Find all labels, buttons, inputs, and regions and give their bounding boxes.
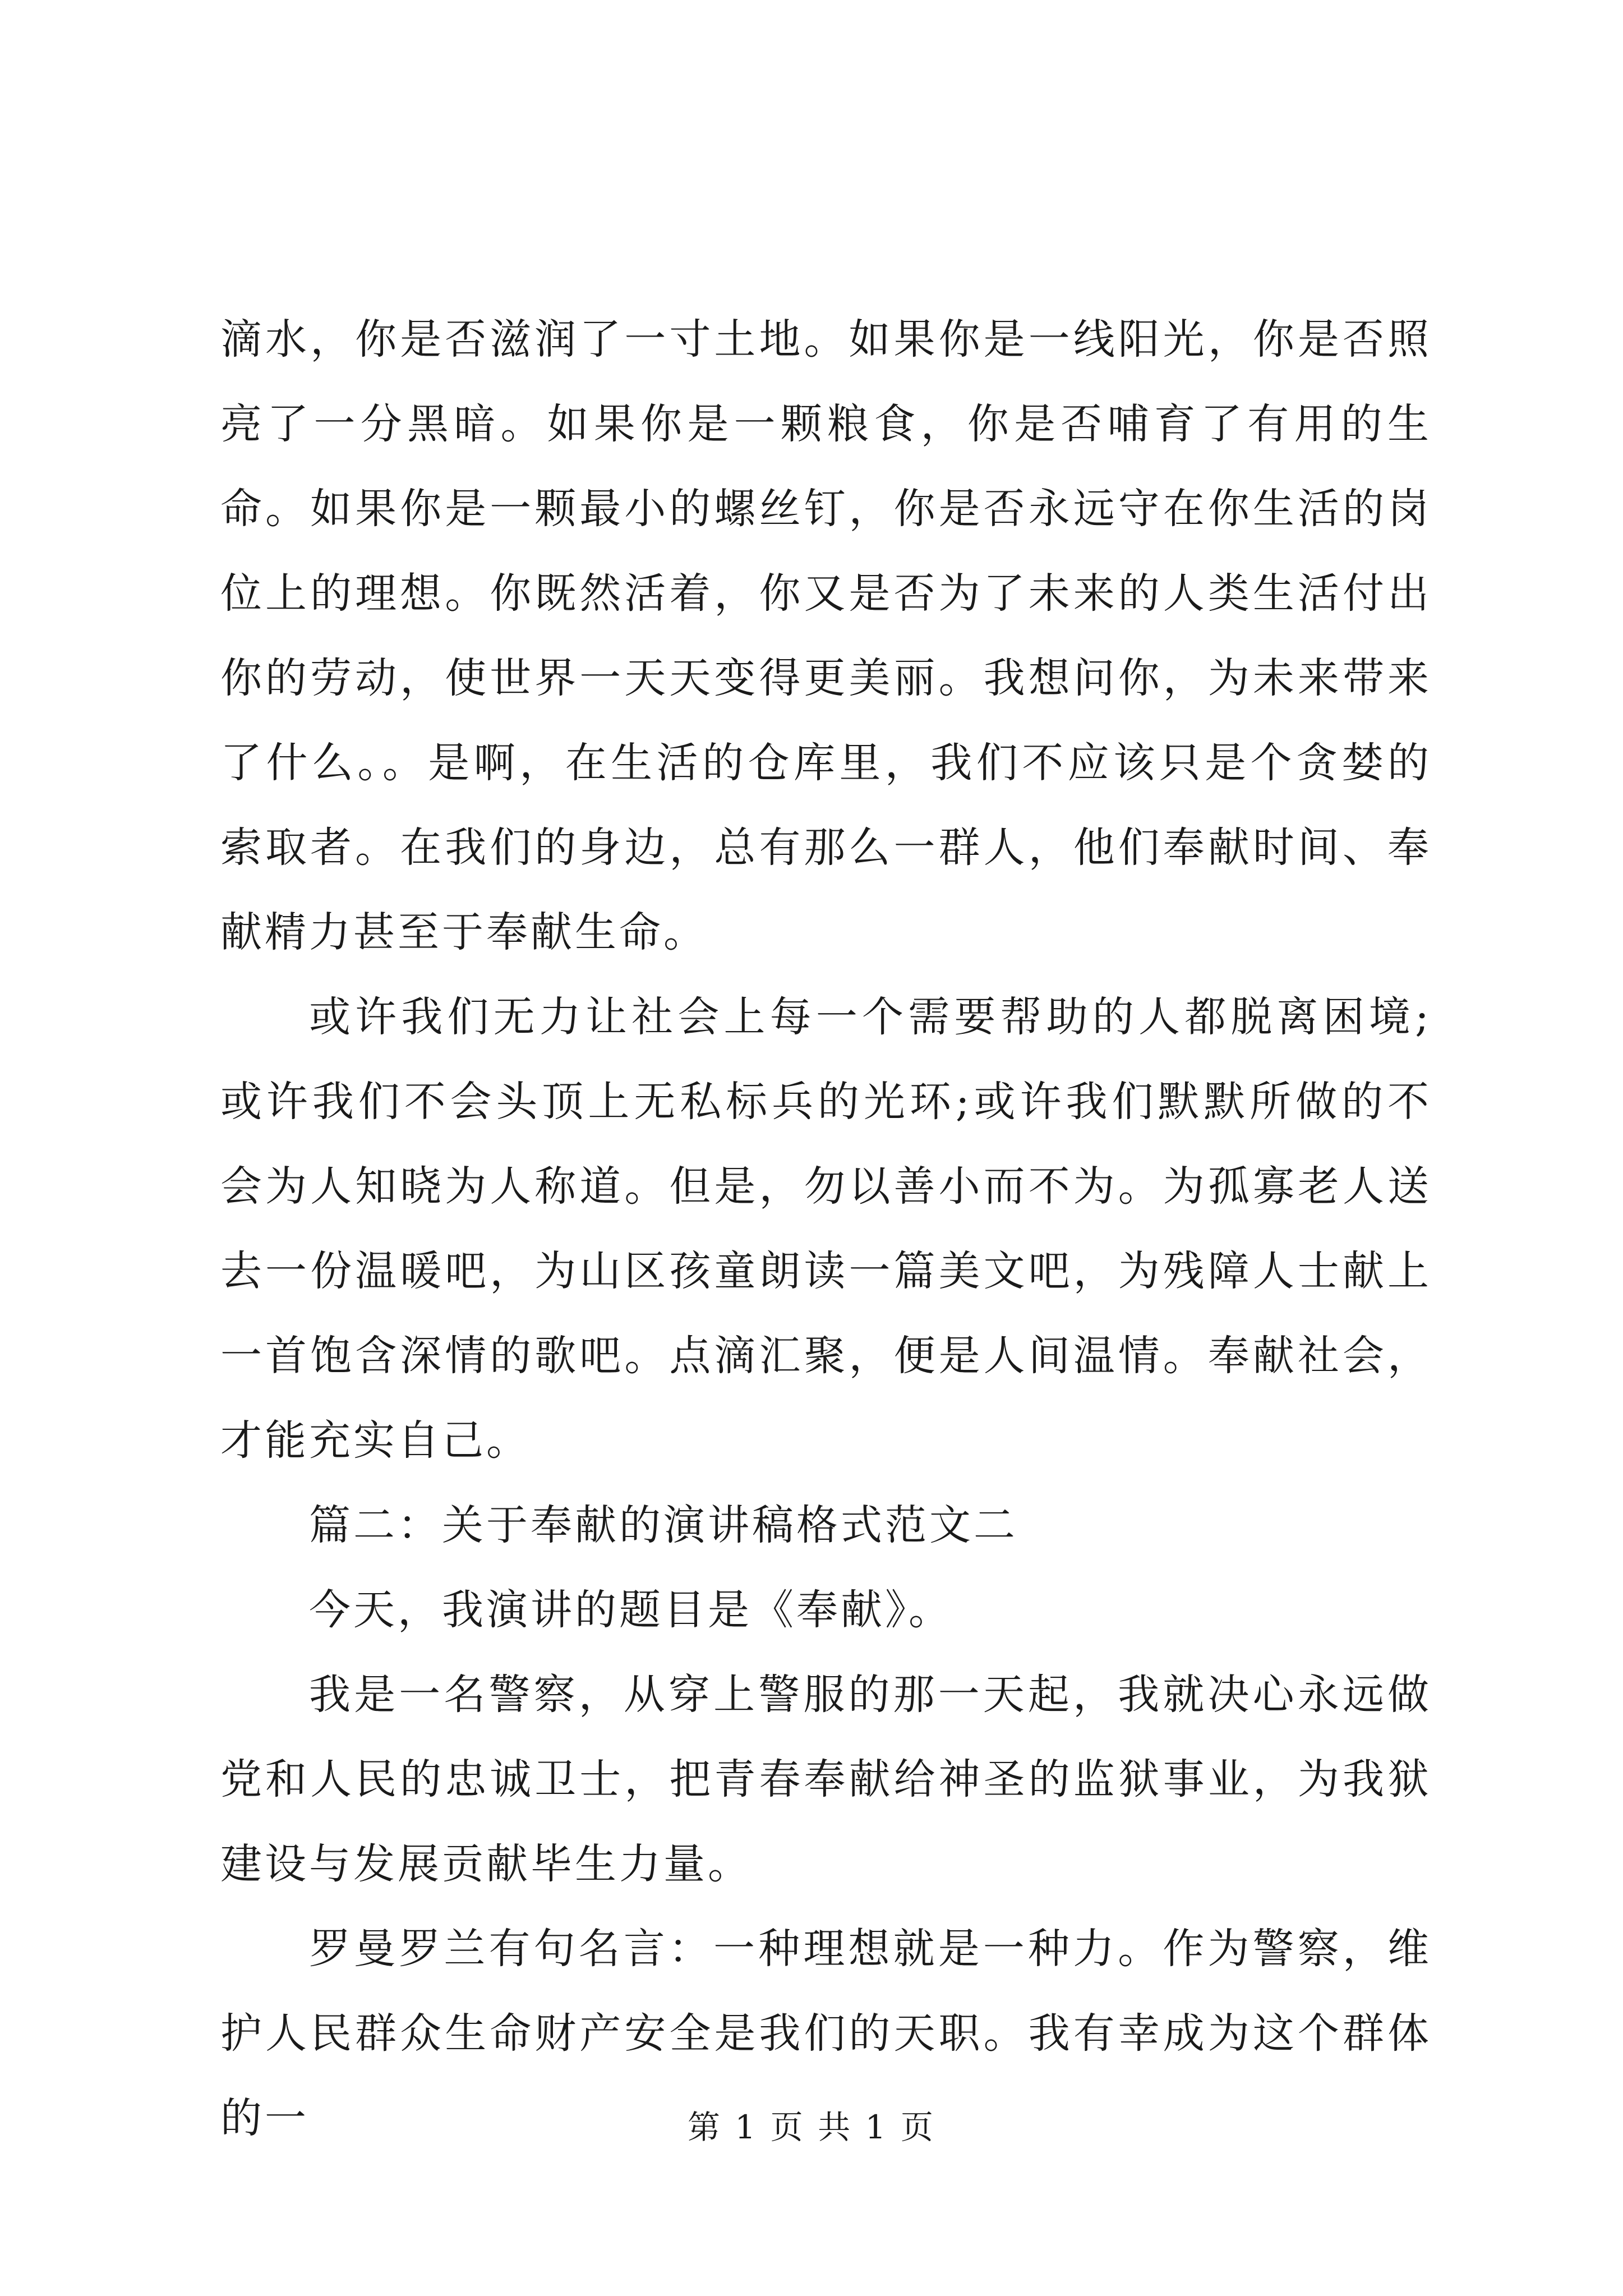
paragraph-2: 或许我们无力让社会上每一个需要帮助的人都脱离困境;或许我们不会头顶上无私标兵的光环;或许我们默默所做的不会为人知晓为人称道。但是，勿以善小而不为。为孤寡老人送去一份温暖吧，为山区孩童朗读一篇美文吧，为残障人士献上一首饱含深情的歌吧。点滴汇聚，便是人间温情。奉献社会，才能充实自己。	[220, 993, 1432, 1465]
page-footer: 第 1 页 共 1 页	[688, 2108, 935, 2146]
paragraph-5: 罗曼罗兰有句名言：一种理想就是一种力。作为警察，维护人民群众生命财产安全是我们的天职。我有幸成为这个群体的一	[220, 1925, 1432, 2142]
document-body	[220, 297, 1432, 2161]
paragraph-3: 今天，我演讲的题目是《奉献》。	[309, 1586, 953, 1634]
paragraph-1: 滴水，你是否滋润了一寸土地。如果你是一线阳光，你是否照亮了一分黑暗。如果你是一颗粮食，你是否哺育了有用的生命。如果你是一颗最小的螺丝钉，你是否永远守在你生活的岗位上的理想。你既然活着，你又是否为了未来的人类生活付出你的劳动，使世界一天天变得更美丽。我想问你，为未来带来了什么。。是啊，在生活的仓库里，我们不应该只是个贪婪的索取者。在我们的身边，总有那么一群人，他们奉献时间、奉献精力甚至于奉献生命。	[220, 315, 1432, 956]
paragraph-4: 我是一名警察，从穿上警服的那一天起，我就决心永远做党和人民的忠诚卫士，把青春奉献给神圣的监狱事业，为我狱建设与发展贡献毕生力量。	[220, 1671, 1432, 1888]
section-heading: 篇二：关于奉献的演讲稿格式范文二	[309, 1501, 1018, 1549]
